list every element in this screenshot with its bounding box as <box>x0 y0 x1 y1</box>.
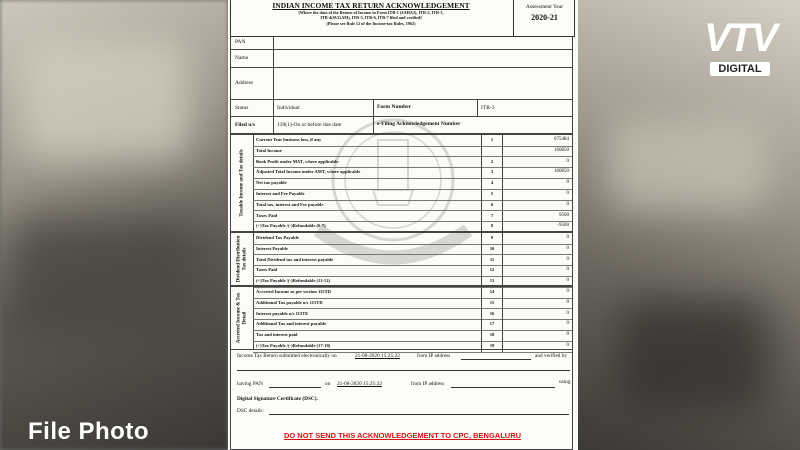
filed-row <box>230 117 573 134</box>
row-number: 17 <box>481 319 503 330</box>
row-description: Taxes Paid <box>256 267 278 273</box>
row-number: 4 <box>481 178 503 189</box>
row-description: Total tax, interest and Fee payable <box>256 201 324 207</box>
row-description: Interest Payable <box>256 245 288 251</box>
row-description: Interest payable u/s 115TE <box>256 310 309 316</box>
row-description: Total Dividend tax and interest payable <box>256 256 334 262</box>
row-number: 18 <box>481 330 503 341</box>
row-number <box>481 146 503 157</box>
vtv-digital-logo: VTV DIGITAL <box>704 16 776 75</box>
row-description: Tax and interest paid <box>256 332 298 338</box>
submitted-text: Income Tax Return submitted electronically on <box>237 353 337 359</box>
ip-address-blank-2 <box>451 381 555 388</box>
row-value: 0 <box>566 321 569 327</box>
row-value: 0 <box>566 180 569 186</box>
taxable-income-table <box>230 134 573 232</box>
row-value: 9500 <box>559 212 569 218</box>
row-number: 19 <box>481 341 503 352</box>
row-number: 14 <box>481 287 503 298</box>
row-value: 0 <box>566 256 569 262</box>
row-description: (+)Tax Payable /(-)Refundable (17-18) <box>256 343 331 348</box>
row-value: 160850 <box>554 169 569 175</box>
efiling-ack-label: e-Filing Acknowledgement Number <box>377 121 461 127</box>
address-row <box>230 68 573 100</box>
status-row <box>230 100 573 117</box>
submitted-date: 21-08-2020 15:25:22 <box>355 353 400 359</box>
ip-address-blank <box>461 353 531 360</box>
row-description: Accreted Income as per section 115TD <box>256 289 331 294</box>
verification-footer <box>230 348 573 450</box>
row-number: 16 <box>481 309 503 320</box>
form-number-label: Form Number <box>377 104 412 110</box>
row-value: 0 <box>566 343 569 348</box>
filed-value: 139(1)-On or before due date <box>277 122 342 128</box>
address-label: Address <box>235 80 254 86</box>
row-number: 15 <box>481 298 503 309</box>
document-title: INDIAN INCOME TAX RETURN ACKNOWLEDGEMENT <box>272 1 470 10</box>
row-number: 7 <box>481 211 503 222</box>
dividend-tax-table <box>230 232 573 286</box>
row-value: 675484 <box>554 137 569 142</box>
row-description: Additional Tax payable u/s 115TD <box>256 299 323 305</box>
row-value: 0 <box>566 278 569 284</box>
row-value: -9500 <box>557 223 569 229</box>
from-ip-text: from IP address <box>417 353 451 359</box>
on-text: on <box>325 381 331 387</box>
status-value: Individual <box>277 105 300 111</box>
assessment-year-value: 2020-21 <box>531 13 558 22</box>
dividend-tax-section-title: Dividend Distribution Tax details <box>231 233 254 285</box>
row-value: 0 <box>566 235 569 240</box>
row-description: Taxes Paid <box>256 212 278 218</box>
row-description: Adjusted Total Income under AMT, where applicable <box>256 169 361 175</box>
itr-acknowledgement-document <box>228 0 578 450</box>
having-pan-text: having PAN <box>237 381 263 387</box>
row-description: Dividend Tax Payable <box>256 235 299 240</box>
document-subtitle: [Where the data of the Return of Income in Form ITR-1 (SAHAJ), ITR-2, ITR-3, ITR-4(SUGAM), ITR-5, ITR-6, ITR-7 filed and verified] (Please see Rule 12 of the Income-tax Rules, 1962) <box>298 10 444 26</box>
name-row <box>230 50 573 68</box>
row-value: 0 <box>566 201 569 207</box>
row-value: 0 <box>566 267 569 273</box>
form-number-value: ITR-3 <box>481 105 495 111</box>
row-description: Book Profit under MAT, where applicable <box>256 158 339 164</box>
row-value: 0 <box>566 299 569 305</box>
accreted-income-table <box>230 286 573 350</box>
row-number: 3 <box>481 167 503 178</box>
row-number: 13 <box>481 276 503 287</box>
row-value: 160850 <box>554 147 569 153</box>
name-label: Name <box>235 55 249 61</box>
dsc-details-label: DSC details: <box>237 408 264 414</box>
assessment-year-box <box>513 0 575 36</box>
row-value: 0 <box>566 332 569 338</box>
file-photo-caption: File Photo <box>28 418 149 445</box>
row-value: 0 <box>566 289 569 294</box>
row-value: 0 <box>566 158 569 164</box>
row-number: 9 <box>481 233 503 244</box>
header-block <box>230 0 575 37</box>
row-number: 5 <box>481 189 503 200</box>
from-ip-text-2: from IP address <box>411 381 445 387</box>
row-value: 0 <box>566 245 569 251</box>
assessment-year-label: Assessment Year <box>525 4 564 10</box>
row-description: Net tax payable <box>256 180 287 186</box>
row-number: 11 <box>481 255 503 266</box>
accreted-income-section-title: Accreted Income & Tax Detail <box>231 287 254 349</box>
taxable-income-section-title: Taxable Income and Tax details <box>231 135 254 231</box>
pan-row <box>230 36 573 50</box>
row-description: Total Income <box>256 147 282 153</box>
pan-label: PAN <box>235 39 246 45</box>
dsc-details-blank <box>269 408 569 415</box>
filed-label: Filed u/s <box>235 122 256 128</box>
row-value: 0 <box>566 191 569 196</box>
row-description: (+)Tax Payable /(-)Refundable (6-7) <box>256 223 326 229</box>
row-number: 6 <box>481 200 503 211</box>
row-number: 10 <box>481 244 503 255</box>
row-number: 1 <box>481 135 503 146</box>
pan-blank <box>269 381 321 388</box>
warning-text: DO NOT SEND THIS ACKNOWLEDGEMENT TO CPC, BENGALURU <box>283 431 522 440</box>
row-value: 0 <box>566 310 569 316</box>
row-description: Current Year business loss, if any <box>256 137 322 142</box>
blurred-background-left <box>0 0 228 450</box>
dsc-label: Digital Signature Certificate (DSC). <box>237 396 318 402</box>
row-description: Interest and Fee Payable <box>256 191 305 196</box>
using-text: using <box>559 379 571 385</box>
verifier-blank <box>237 364 570 371</box>
row-description: Additional Tax and interest payable <box>256 321 327 327</box>
verified-by-text: and verified by <box>535 353 568 359</box>
row-number: 8 <box>481 221 503 232</box>
status-label: Status <box>235 105 249 111</box>
row-number: 12 <box>481 265 503 276</box>
row-description: (+)Tax Payable /(-)Refundable (11-12) <box>256 278 331 284</box>
row-number: 2 <box>481 157 503 168</box>
pan-date: 21-08-2020 15:25:22 <box>337 381 382 387</box>
